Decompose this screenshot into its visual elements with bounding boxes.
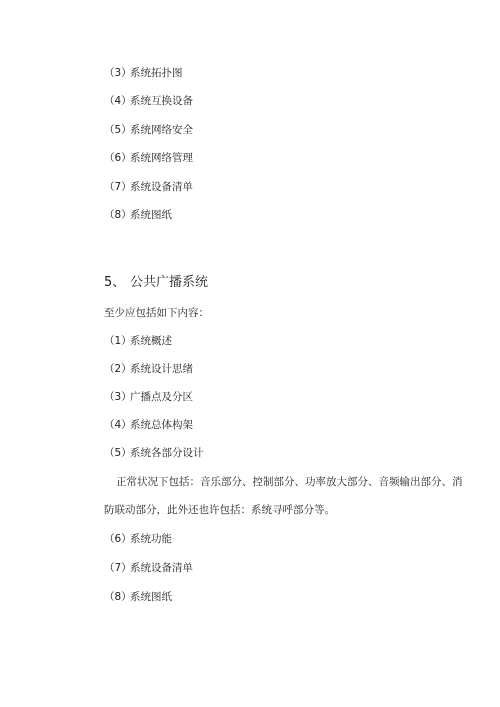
list-item bbox=[104, 66, 183, 80]
list-item-text: 系统设备清单 bbox=[130, 562, 193, 574]
paragraph-line: 正常状况下包括：音乐部分、控制部分、功率放大部分、音频输出部分、消 bbox=[116, 476, 463, 488]
list-item-text: 系统各部分设计 bbox=[130, 447, 204, 459]
list-item bbox=[104, 180, 193, 194]
list-item-text: 系统图纸 bbox=[130, 209, 172, 221]
list-item-text: 广播点及分区 bbox=[130, 391, 193, 403]
section-number: 5、 bbox=[104, 275, 126, 290]
list-item bbox=[104, 532, 172, 546]
list-item bbox=[104, 590, 172, 604]
list-item-text: 系统互换设备 bbox=[130, 95, 193, 107]
list-item-number: （8） bbox=[104, 591, 132, 603]
list-item bbox=[104, 334, 172, 348]
list-item-text: 系统图纸 bbox=[130, 591, 172, 603]
list-item bbox=[104, 151, 193, 165]
list-item bbox=[104, 94, 193, 108]
list-item-number: （2） bbox=[104, 363, 132, 375]
list-item bbox=[104, 390, 193, 404]
list-item bbox=[104, 418, 193, 432]
list-item-number: （6） bbox=[104, 152, 132, 164]
list-item-number: （7） bbox=[104, 181, 132, 193]
list-item-number: （5） bbox=[104, 447, 132, 459]
list-item bbox=[104, 446, 204, 460]
list-item-text: 系统拓扑图 bbox=[130, 67, 183, 79]
list-item-number: （4） bbox=[104, 419, 132, 431]
list-item-number: （3） bbox=[104, 391, 132, 403]
list-item-number: （5） bbox=[104, 124, 132, 136]
list-item-number: （3） bbox=[104, 67, 132, 79]
list-item-number: （8） bbox=[104, 209, 132, 221]
list-item bbox=[104, 561, 193, 575]
list-item-number: （6） bbox=[104, 533, 132, 545]
section-title: 公共广播系统 bbox=[130, 275, 209, 290]
list-item-text: 系统网络管理 bbox=[130, 152, 193, 164]
section-intro: 至少应包括如下内容： bbox=[104, 307, 209, 319]
list-item-text: 系统功能 bbox=[130, 533, 172, 545]
list-item-text: 系统概述 bbox=[130, 335, 172, 347]
list-item bbox=[104, 208, 172, 222]
section-heading bbox=[104, 275, 208, 291]
list-item-number: （7） bbox=[104, 562, 132, 574]
list-item-text: 系统总体构架 bbox=[130, 419, 193, 431]
list-item-number: （1） bbox=[104, 335, 132, 347]
list-item bbox=[104, 123, 193, 137]
list-item bbox=[104, 362, 193, 376]
list-item-number: （4） bbox=[104, 95, 132, 107]
list-item-text: 系统设备清单 bbox=[130, 181, 193, 193]
paragraph-line: 防联动部分，此外还也许包括：系统寻呼部分等。 bbox=[104, 504, 335, 516]
list-item-text: 系统网络安全 bbox=[130, 124, 193, 136]
list-item-text: 系统设计思绪 bbox=[130, 363, 193, 375]
